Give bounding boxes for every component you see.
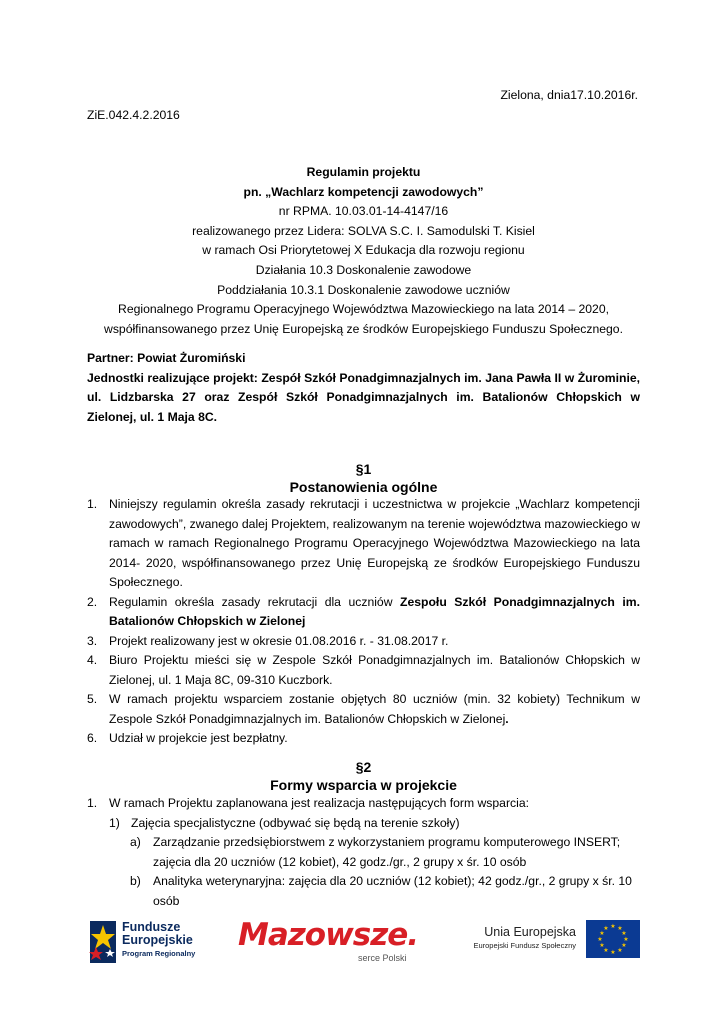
item-text: Udział w projekcie jest bezpłatny. xyxy=(109,731,288,745)
svg-text:★: ★ xyxy=(599,942,605,949)
list-item xyxy=(87,729,640,749)
header-title: Regulamin projektu xyxy=(306,165,421,179)
sub-item-number: 1) xyxy=(109,815,120,830)
list-item xyxy=(87,593,640,632)
sub-item-text: Zajęcia specjalistyczne (odbywać się będą na terenie szkoły) xyxy=(131,815,460,830)
svg-text:★: ★ xyxy=(603,947,609,954)
item-text-bold: Zespołu Szkół Ponadgimnazjalnych im. Batalionów Chłopskich w Zielonej xyxy=(109,594,640,628)
sub-sub-item-letter: a) xyxy=(130,835,141,849)
list-item xyxy=(87,495,640,593)
sub-sub-item-text: Analityka weterynaryjna: zajęcia dla 20 uczniów (12 kobiet); 42 godz./gr., 2 grupy x śr. 10 osób xyxy=(153,874,632,908)
section2-title: Formy wsparcia w projekcie xyxy=(270,777,457,793)
fe-stars-icon xyxy=(86,917,120,967)
item-text: Niniejszy regulamin określa zasady rekrutacji i uczestnictwa w projekcie „Wachlarz kompetencji zawodowych”, zwanego dalej Projektem, realizowanym na terenie województwa mazowieckiego w ramach w ramach Regionalnego Programu Operacyjnego Województwa Mazowieckiego na lata 2014- 2020, współfinansowanego przez Unię Europejską ze środków Europejskiego Funduszu Społecznego. xyxy=(109,497,640,589)
svg-text:★: ★ xyxy=(621,930,627,937)
header-line: współfinansowanego przez Unię Europejską ze środków Europejskiego Funduszu Społecznego. xyxy=(104,321,623,336)
header-line: nr RPMA. 10.03.01-14-4147/16 xyxy=(278,204,449,219)
partner-line: Partner: Powiat Żuromiński xyxy=(87,351,246,365)
section2-mark: §2 xyxy=(355,759,372,775)
item-text-end: . xyxy=(505,711,509,726)
svg-text:★: ★ xyxy=(610,923,616,930)
item-text: Regulamin określa zasady rekrutacji dla uczniów xyxy=(109,594,401,609)
mazowsze-wordmark: Mazowsze. xyxy=(238,917,419,953)
svg-text:★: ★ xyxy=(621,942,627,949)
mazowsze-tagline: serce Polski xyxy=(358,953,407,963)
fe-line2: Europejskie xyxy=(122,933,193,947)
header-line: realizowanego przez Lidera: SOLVA S.C. I. Samodulski T. Kisiel xyxy=(192,223,535,238)
header-line: Regionalnego Programu Operacyjnego Województwa Mazowieckiego na lata 2014 – 2020, xyxy=(118,302,609,317)
item-number: 2. xyxy=(87,594,98,609)
eu-line2: Europejski Fundusz Społeczny xyxy=(473,941,576,950)
fundusze-europejskie-logo xyxy=(86,915,236,970)
header-line: Działania 10.3 Doskonalenie zawodowe xyxy=(255,262,472,277)
partner-units: Jednostki realizujące projekt: Zespół Szkół Ponadgimnazjalnych im. Jana Pawła II w Żurominie, ul. Lidzbarska 27 oraz Zespół Szkół Ponadgimnazjalnych im. Batalionów Chłopskich w Zielonej, ul. 1 Maja 8C. xyxy=(87,370,640,424)
document-header xyxy=(87,163,640,339)
item-text: W ramach Projektu zaplanowana jest realizacja następujących form wsparcia: xyxy=(109,796,529,810)
header-line: Poddziałania 10.3.1 Doskonalenie zawodowe uczniów xyxy=(217,282,510,297)
svg-text:★: ★ xyxy=(599,930,605,937)
footer-logos xyxy=(0,910,725,980)
svg-text:★: ★ xyxy=(623,936,629,943)
section1-mark: §1 xyxy=(355,461,372,477)
eu-flag-icon xyxy=(586,920,640,958)
item-number: 1. xyxy=(87,796,98,810)
svg-text:★: ★ xyxy=(610,949,616,956)
item-text: Projekt realizowany jest w okresie 01.08.2016 r. - 31.08.2017 r. xyxy=(109,633,449,648)
list-item xyxy=(87,632,640,652)
partner-block xyxy=(87,349,640,427)
list-item xyxy=(87,690,640,729)
sub-sub-item-text: Zarządzanie przedsiębiorstwem z wykorzystaniem programu komputerowego INSERT; zajęcia dla 20 uczniów (12 kobiet), 42 godz./gr., 2 grupy x śr. 10 osób xyxy=(153,835,621,869)
eu-logo xyxy=(460,915,642,970)
header-project-name: pn. „Wachlarz kompetencji zawodowych” xyxy=(243,184,484,199)
svg-text:★: ★ xyxy=(617,925,623,932)
item-number: 5. xyxy=(87,692,98,706)
item-text: Biuro Projektu mieści się w Zespole Szkół Ponadgimnazjalnych im. Batalionów Chłopskich w Zielonej, ul. 1 Maja 8C, 09-310 Kuczbork. xyxy=(109,653,640,687)
mazowsze-logo xyxy=(238,915,428,970)
item-number: 1. xyxy=(87,497,98,511)
city-date: Zielona, dnia17.10.2016r. xyxy=(500,88,638,102)
list-item xyxy=(87,651,640,690)
section1-title: Postanowienia ogólne xyxy=(289,479,438,495)
list-item xyxy=(87,794,640,814)
sub-list-item xyxy=(87,814,640,834)
svg-text:★: ★ xyxy=(597,936,603,943)
item-text: W ramach projektu wsparciem zostanie objętych 80 uczniów (min. 32 kobiety) Technikum w Zespole Szkół Ponadgimnazjalnych im. Batalionów Chłopskich w Zielonej xyxy=(109,692,640,726)
sub-sub-list-item xyxy=(87,872,640,911)
item-number: 6. xyxy=(87,731,98,745)
svg-text:★: ★ xyxy=(617,947,623,954)
svg-text:★: ★ xyxy=(603,925,609,932)
fe-line1: Fundusze xyxy=(122,920,181,934)
reference-number: ZiE.042.4.2.2016 xyxy=(87,108,180,122)
eu-line1: Unia Europejska xyxy=(484,925,576,939)
section1-list xyxy=(87,495,640,749)
sub-sub-list-item xyxy=(87,833,640,872)
sub-sub-item-letter: b) xyxy=(130,874,141,888)
header-line: w ramach Osi Priorytetowej X Edukacja dla rozwoju regionu xyxy=(202,243,525,258)
section2-list xyxy=(87,794,640,911)
fe-line3: Program Regionalny xyxy=(122,949,196,958)
item-number: 3. xyxy=(87,633,98,648)
item-number: 4. xyxy=(87,653,98,667)
